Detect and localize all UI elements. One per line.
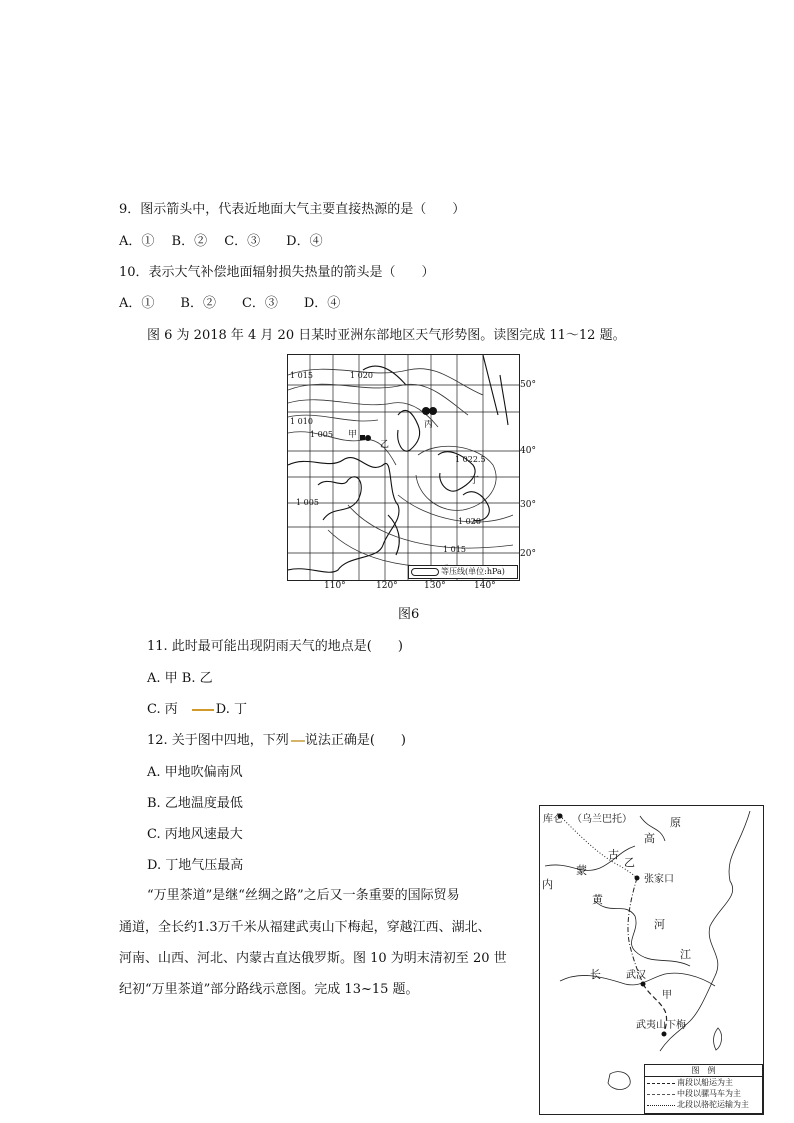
lat-label: 30° — [520, 500, 536, 510]
tea-road-intro-line1: “万里茶道”是继“丝绸之路”之后又一条重要的国际贸易 — [147, 888, 460, 903]
underline-mark — [192, 709, 214, 711]
place-bing: 丙 — [424, 420, 434, 430]
label-he: 河 — [654, 918, 665, 931]
isobar-label: 1 020 — [350, 371, 373, 380]
q12-stem-b: 说法正确是( ) — [304, 733, 406, 748]
isobar-label: 1 005 — [296, 498, 319, 507]
label-wuhan: 武汉 — [626, 970, 646, 981]
legend-item-middle — [645, 1088, 762, 1099]
q12-option-c: C. 丙地风速最大 — [147, 827, 243, 842]
figure6-caption: 图6 — [398, 607, 420, 622]
q9-stem: 9．图示箭头中，代表近地面大气主要直接热源的是（ ） — [119, 202, 466, 217]
isobar-label: 1 015 — [290, 371, 313, 380]
label-yi: 乙 — [624, 856, 635, 869]
label-jiang: 江 — [680, 948, 691, 961]
tea-road-intro-line4: 纪初“万里茶道”部分路线示意图。完成 13~15 题。 — [119, 982, 419, 997]
isobar-label: 1 015 — [443, 545, 466, 554]
underline-mark — [291, 740, 305, 742]
q9-options: A．① B．② C．③ D．④ — [119, 234, 323, 249]
lat-label: 50° — [520, 380, 536, 390]
lon-label: 110° — [324, 581, 346, 591]
legend-title: 图 例 — [645, 1065, 762, 1077]
q11-options-ab: A. 甲 B. 乙 — [147, 671, 213, 686]
legend-line-dashed — [647, 1083, 675, 1084]
q11-stem: 11. 此时最可能出现阴雨天气的地点是( ) — [147, 639, 403, 654]
q12-stem — [147, 729, 406, 748]
label-ulanbator: （乌兰巴托） — [572, 814, 632, 825]
place-jia: 甲 — [348, 430, 358, 440]
tea-road-intro-line3: 河南、山西、河北、内蒙古直达俄罗斯。图 10 为明末清初至 20 世 — [119, 951, 507, 966]
q10-stem: 10．表示大气补偿地面辐射损失热量的箭头是（ ） — [119, 265, 435, 280]
q12-option-a: A. 甲地吹偏南风 — [147, 765, 243, 780]
tea-road-map — [539, 805, 764, 1115]
q10-options: A．① B．② C．③ D．④ — [119, 296, 341, 311]
lon-label: 140° — [474, 581, 496, 591]
label-jia: 甲 — [662, 990, 672, 1001]
legend-item-north — [645, 1099, 762, 1110]
lon-label: 130° — [424, 581, 446, 591]
q12-option-b: B. 乙地温度最低 — [147, 796, 243, 811]
weather-map-figure6 — [287, 354, 520, 581]
isobar-label: 1 010 — [290, 417, 313, 426]
map2-legend — [644, 1064, 763, 1114]
legend-text: 北段以骆驼运输为主 — [677, 1100, 749, 1109]
label-chang: 长 — [590, 968, 601, 981]
q11-options-cd — [147, 698, 247, 717]
label-gao: 高 — [644, 832, 655, 845]
label-nei: 内 — [542, 878, 553, 891]
weather-map-svg — [288, 355, 519, 580]
isobar-label: 1 022.5 — [455, 455, 486, 464]
label-huang: 黄 — [592, 893, 603, 906]
legend-line-dotted — [647, 1105, 675, 1106]
q11-option-d: D. 丁 — [215, 702, 247, 717]
fig6-intro: 图 6 为 2018 年 4 月 20 日某时亚洲东部地区天气形势图。读图完成 11～12 题。 — [147, 328, 626, 343]
isobar-label: 1 020 — [458, 517, 481, 526]
label-gu: 古 — [608, 848, 619, 861]
label-yuan: 原 — [670, 816, 681, 829]
q11-option-c: C. 丙 — [147, 702, 178, 717]
q12-option-d: D. 丁地气压最高 — [147, 858, 244, 873]
label-meng: 蒙 — [576, 864, 587, 877]
lat-label: 40° — [520, 446, 536, 456]
legend-text: 中段以骡马车为主 — [677, 1089, 741, 1098]
tea-road-intro-line2: 通道，全长约1.3万千米从福建武夷山下梅起，穿越江西、湖北、 — [119, 920, 491, 935]
place-ding: 丁 — [470, 476, 480, 486]
legend-line-dashdot — [647, 1094, 675, 1095]
map1-legend — [408, 565, 518, 579]
label-kuluncang: 库仑 — [543, 814, 563, 825]
legend-text: 南段以船运为主 — [677, 1078, 733, 1087]
isobar-label: 1 005 — [310, 430, 333, 439]
place-yi: 乙 — [380, 440, 390, 450]
legend-text: 等压线(单位:hPa) — [441, 567, 505, 576]
label-zhangjiakou: 张家口 — [644, 874, 674, 885]
q12-stem-a: 12. 关于图中四地，下列 — [147, 733, 289, 748]
label-wuyi-xiamei: 武夷山下梅 — [636, 1020, 686, 1031]
isobar-legend-symbol — [411, 568, 439, 576]
lon-label: 120° — [376, 581, 398, 591]
lat-label: 20° — [520, 549, 536, 559]
legend-item-south — [645, 1077, 762, 1088]
